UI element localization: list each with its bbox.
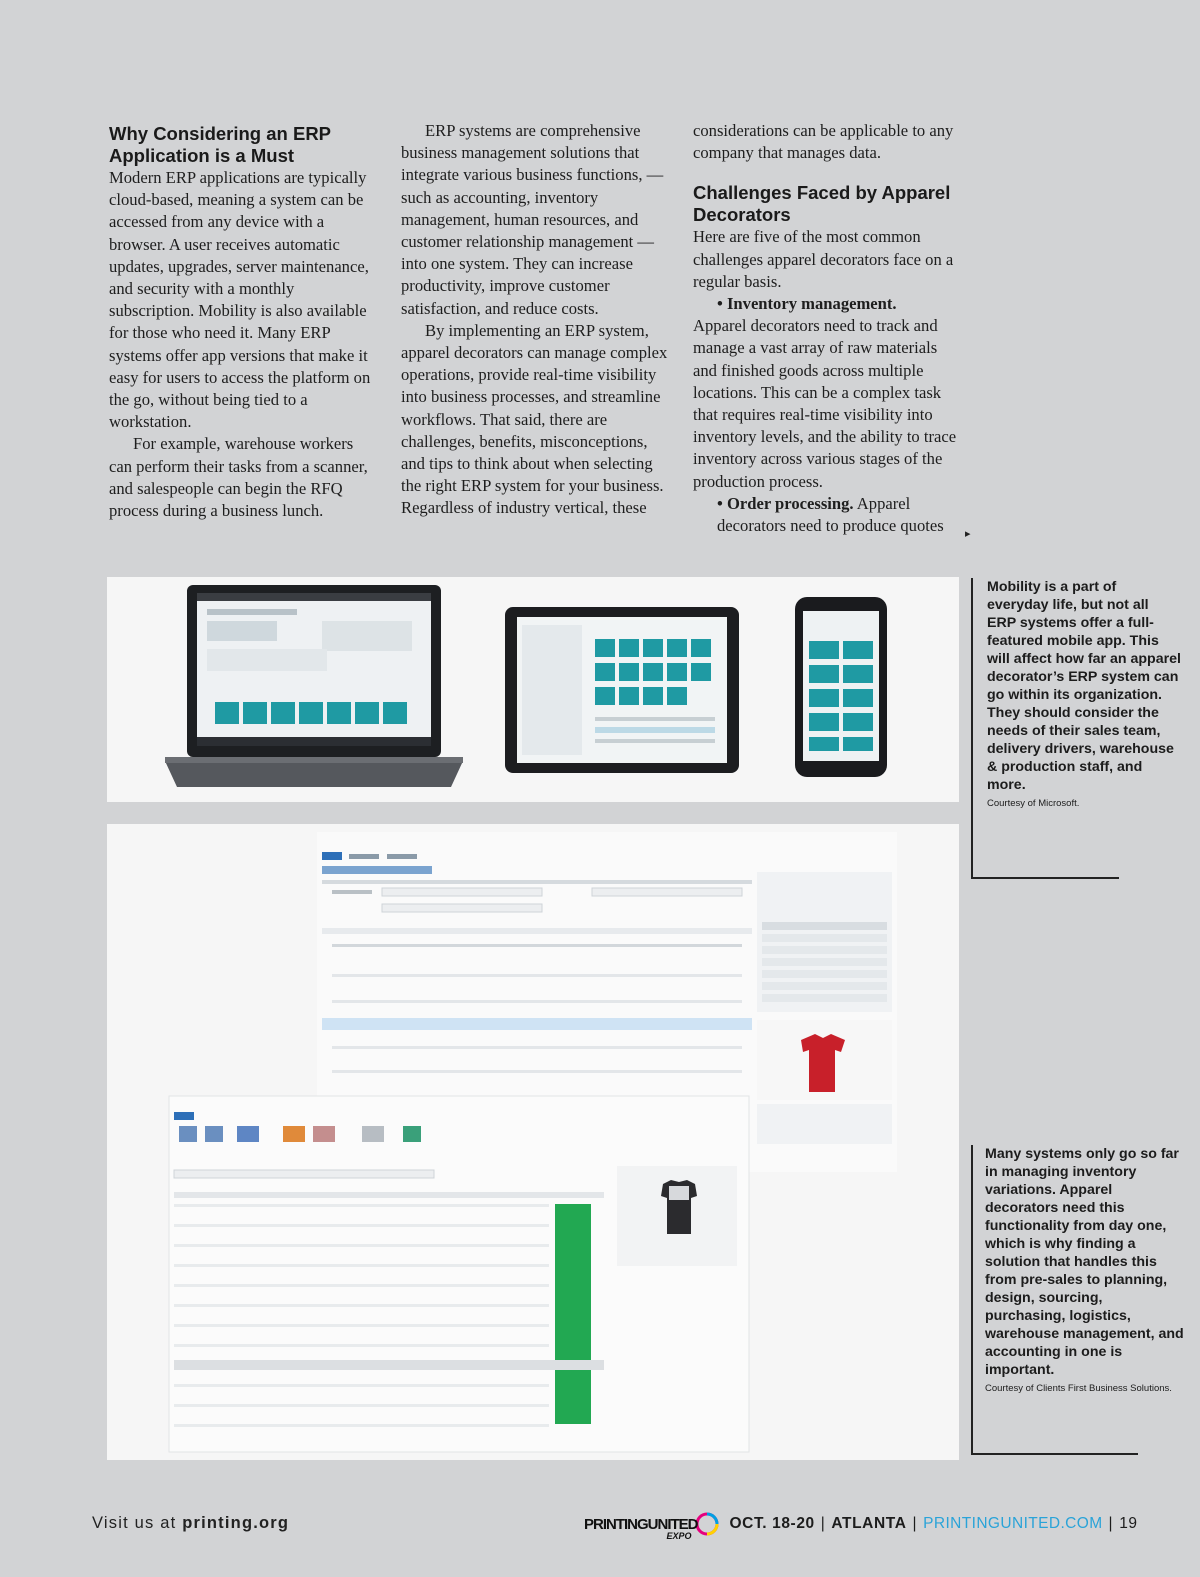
divider: | xyxy=(912,1515,918,1532)
erp-screenshots-photo xyxy=(107,824,959,1460)
footer-website-link[interactable]: printing.org xyxy=(182,1514,290,1532)
article-column-2 xyxy=(401,120,671,520)
divider: | xyxy=(1108,1515,1114,1532)
paragraph: Modern ERP applications are typically cloud-based, meaning a system can be accessed from any device with a browser. A user receives automatic updates, upgrades, server maintenance, and security with a monthly subscription. Mobility is also available for those who need it. Many ERP systems offer app versions that make it easy for users to access the platform on the go, without being tied to a workstation. xyxy=(109,168,371,432)
devices-illustration xyxy=(107,577,959,802)
logo-text: PRINTINGUNITED xyxy=(584,1515,698,1533)
caption-text: Many systems only go so far in managing inventory variations. Apparel decorators need this functionality from day one, which is why finding a solution that handles this from pre-sales to planning, design, sourcing, purchasing, logistics, warehouse management, and accounting in one is important. xyxy=(985,1146,1184,1378)
bullet-order-processing xyxy=(693,493,963,537)
devices-photo xyxy=(107,577,959,802)
event-website-link[interactable]: PRINTINGUNITED.COM xyxy=(923,1515,1103,1532)
photo-credit: Courtesy of Clients First Business Solutions. xyxy=(985,1383,1172,1394)
printing-united-logo xyxy=(584,1515,698,1541)
article-column-3 xyxy=(693,120,963,537)
item-planning-window-image xyxy=(169,1096,749,1452)
photo-caption-mobility xyxy=(971,578,1181,878)
paragraph: For example, warehouse workers can perform their tasks from a scanner, and salespeople can begin the RFQ process during a business lunch. xyxy=(109,434,368,521)
paragraph: ERP systems are comprehensive business management solutions that integrate various business functions, — such as accounting, inventory management, human resources, and customer relationship management — into one system. They can increase productivity, improve customer satisfaction, and reduce costs. xyxy=(401,121,664,318)
bullet-title-inventory xyxy=(693,293,963,315)
paragraph: considerations can be applicable to any company that manages data. xyxy=(693,121,954,163)
section-heading-erp: Why Considering an ERP Application is a Must xyxy=(109,123,331,166)
page-number: 19 xyxy=(1119,1515,1138,1532)
photo-caption-inventory xyxy=(971,1145,1185,1455)
section-heading-challenges: Challenges Faced by Apparel Decorators xyxy=(693,182,951,226)
laptop-image xyxy=(165,585,463,787)
divider: | xyxy=(820,1515,826,1532)
phone-image xyxy=(795,597,887,777)
bullet-title-text: • Inventory management. xyxy=(717,294,897,314)
footer-event-banner xyxy=(584,1506,1138,1542)
caption-rule xyxy=(971,1453,1138,1455)
tablet-image xyxy=(505,607,739,773)
logo-subtext: EXPO xyxy=(666,1530,692,1541)
erp-screens-illustration xyxy=(107,824,959,1460)
paragraph: Here are five of the most common challenges apparel decorators face on a regular basis. xyxy=(693,227,954,291)
event-dates: OCT. 18-20 xyxy=(729,1515,815,1532)
continue-arrow-icon: ▸ xyxy=(965,527,971,540)
bullet-text: Apparel decorators need to produce quotes xyxy=(717,493,944,536)
paragraph: By implementing an ERP system, apparel decorators can manage complex operations, provide real-time visibility into business processes, and streamline workflows. That said, there are challenges, benefits, misconceptions, and tips to think about when selecting the right ERP system for your business. Regardless of industry vertical, these xyxy=(401,320,668,518)
footer-visit-prefix: Visit us at xyxy=(92,1514,183,1532)
event-city: ATLANTA xyxy=(831,1515,907,1532)
caption-rule xyxy=(971,877,1119,879)
bullet-title-text: • Order processing. xyxy=(717,493,854,513)
photo-credit: Courtesy of Microsoft. xyxy=(987,798,1080,809)
caption-text: Mobility is a part of everyday life, but not all ERP systems offer a full-featured mobile app. This will affect how far an apparel decorator’s ERP system can go within its organization. They should consider the needs of their sales team, delivery drivers, warehouse & production staff, and more. xyxy=(987,579,1181,793)
article-column-1 xyxy=(109,120,379,522)
bullet-text-inventory: Apparel decorators need to track and manage a vast array of raw materials and finished goods across multiple locations. This can be a complex task that requires real-time visibility into inventory levels, and the ability to trace inventory across various stages of the production process. xyxy=(693,316,957,491)
footer-visit xyxy=(92,1514,289,1533)
